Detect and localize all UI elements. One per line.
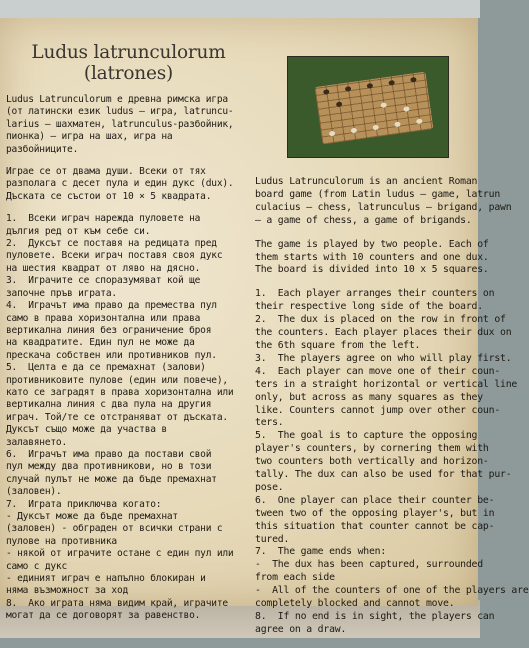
board-image (315, 71, 434, 144)
en-intro-paragraph: Ludus Latrunculorum is an ancient Roman board game (from Latin ludus – game, latrun culacius – chess, latrunculus – brigand, pawn – a game of chess, a game of brigands. (255, 176, 512, 226)
poster-title: Ludus latrunculorum (latrones) (31, 42, 226, 84)
en-rules-list: 1. Each player arranges their counters on their respective long side of the board. 2. The dux is placed on the row in front of the counters. Each player places their dux on the 6th square from the left. 3. The players agree on who will play first. 4. Each player can move one of their coun- ters in a straight horizontal or vertical line only, but across as many squares as they like. Counters cannot jump over other coun- ters. 5. The goal is to capture the opposing player's counters, by cornering them with two counters both vertically and horizon- tally. The dux can also be used for that pur- pose. 6. One player can place their counter be- tween two of the opposing player's, but in this situation that counter cannot be cap- tured. 7. The game ends when: - The dux has been captured, surrounded from each side - All of the counters of one of the players are completely blocked and cannot move. 8. If no end is in sight, the players can agree on a draw. (255, 288, 529, 635)
en-players-paragraph: The game is played by two people. Each of them starts with 10 counters and one dux. The board is divided into 10 x 5 squares. (255, 238, 489, 276)
bg-players-paragraph: Играе се от двама души. Всеки от тях разполага с десет пула и един дукс (dux). Дъската се състои от 10 × 5 квадрата. (6, 166, 234, 202)
game-board-photo (287, 56, 449, 158)
english-column (255, 176, 529, 648)
info-poster (0, 18, 529, 635)
bg-intro-paragraph: Ludus Latrunculorum е древна римска игра (от латински език ludus – игра, latruncu- larius – шахматен, latrunculus-разбойник, пионка) – игра на шах, игра на разбойниците. (6, 94, 234, 155)
wall-background (0, 0, 480, 18)
bulgarian-column (6, 24, 251, 633)
bg-rules-list: 1. Всеки играч нарежда пуловете на дългия ред от към себе си. 2. Дуксът се поставя на редицата пред пуловете. Всеки играч поставя своя дукс на шестия квадрат от ляво на дясно. 3. Играчите се споразумяват кой ще започне пръв играта. 4. Играчът има право да премества пул само в права хоризонтална или права вертикална линия без ограничение броя на квадратите. Един пул не може да прескача собствен или противников пул. 5. Целта е да се премахнат (залови) противниковите пулове (един или повече), като се заградят в права хоризонтална или вертикална линия с два пула на другия играч. Той/те се отстраняват от дъската. Дуксът също може да участва в залавянето. 6. Играчът има право да постави свой пул между два противникови, но в този случай пулът не може да бъде премахнат (заловен). 7. Играта приключва когато: - Дуксът може да бъде премахнат (заловен) - обграден от всички страни с пулове на противника - някой от играчите остане с един пул или само с дукс - единият играч е напълно блокиран и няма възможност за ход 8. Ако играта няма видим край, играчите могат да се договорят за равенство. (6, 213, 234, 622)
